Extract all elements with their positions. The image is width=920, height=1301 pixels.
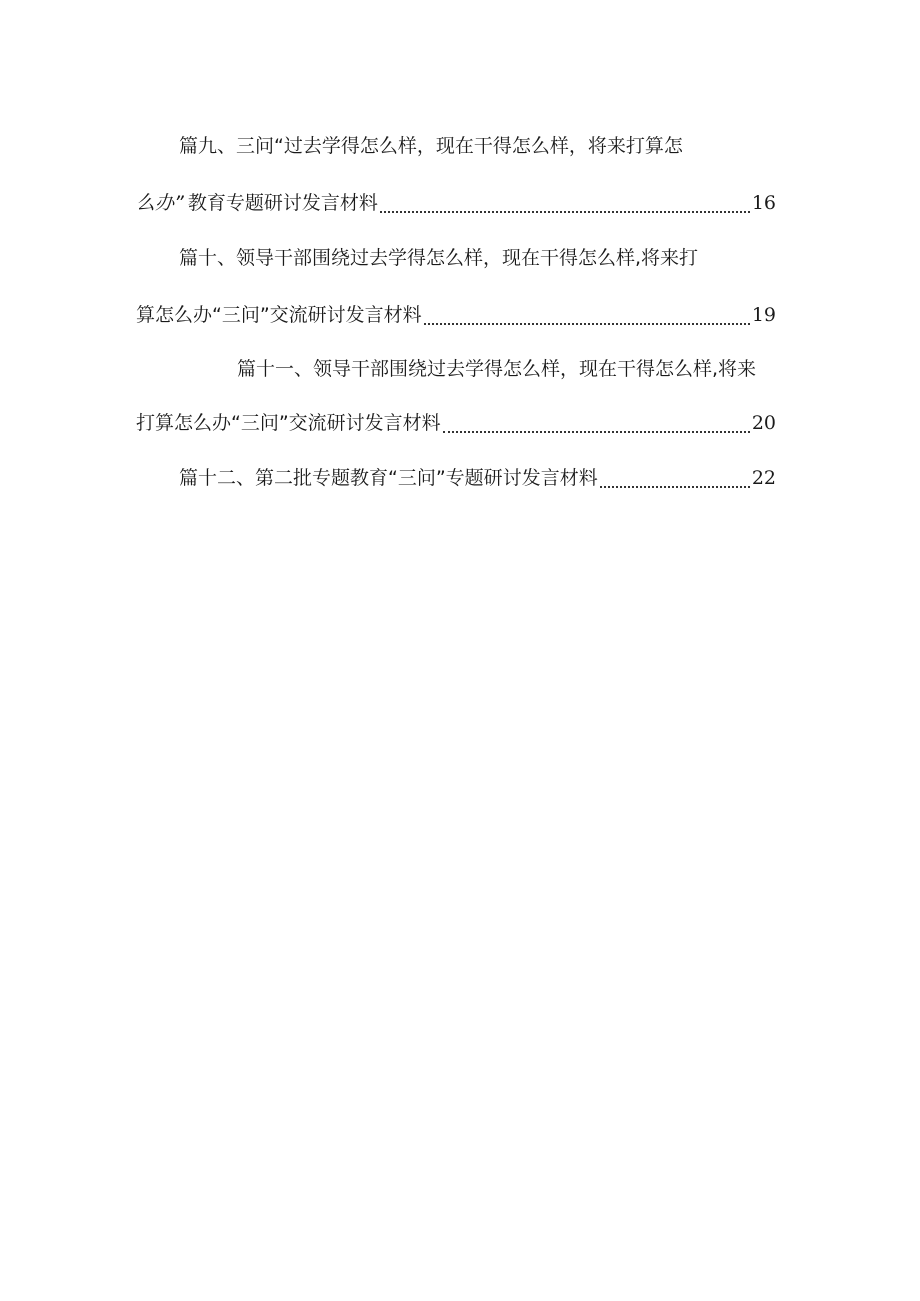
toc-entry-10-page-number: 19 bbox=[751, 304, 776, 326]
toc-entry-11-page-number: 20 bbox=[751, 412, 776, 434]
toc-entry-10-title-part-1: 篇十、领导干部围绕过去学得怎么样，现在干得怎么样,将来打 bbox=[179, 247, 699, 269]
toc-entry-9-line-1 bbox=[179, 134, 683, 158]
toc-entry-12-dot-leader bbox=[600, 472, 750, 488]
toc-entry-12-page-number: 22 bbox=[751, 467, 776, 489]
toc-entry-10-line-2[interactable] bbox=[136, 303, 776, 327]
toc-entry-10-title-part-2: 算怎么办“三问”交流研讨发言材料 bbox=[136, 304, 422, 326]
toc-entry-9-page-number: 16 bbox=[751, 192, 776, 214]
toc-entry-12-line-1[interactable] bbox=[179, 466, 776, 490]
toc-entry-9-title-part-2: 教育专题研讨发言材料 bbox=[187, 192, 378, 214]
toc-entry-9-line-2[interactable] bbox=[136, 191, 776, 215]
toc-entry-9-dot-leader bbox=[380, 197, 750, 213]
toc-entry-12-title: 篇十二、第二批专题教育“三问”专题研讨发言材料 bbox=[179, 467, 598, 489]
toc-entry-10-dot-leader bbox=[424, 309, 750, 325]
toc-entry-11-line-1 bbox=[237, 357, 756, 381]
toc-entry-11-title-part-1: 篇十一、领导干部围绕过去学得怎么样，现在干得怎么样,将来 bbox=[237, 358, 757, 380]
toc-entry-11-dot-leader bbox=[443, 417, 750, 433]
toc-entry-11-title-part-2: 打算怎么办“三问”交流研讨发言材料 bbox=[136, 412, 441, 434]
toc-entry-9-title-lead: 么办” bbox=[136, 192, 184, 214]
toc-entry-9-title-part-1: 篇九、三问“过去学得怎么样，现在干得怎么样，将来打算怎 bbox=[179, 135, 683, 157]
toc-entry-11-line-2[interactable] bbox=[136, 411, 776, 435]
toc-entry-10-line-1 bbox=[179, 246, 698, 270]
